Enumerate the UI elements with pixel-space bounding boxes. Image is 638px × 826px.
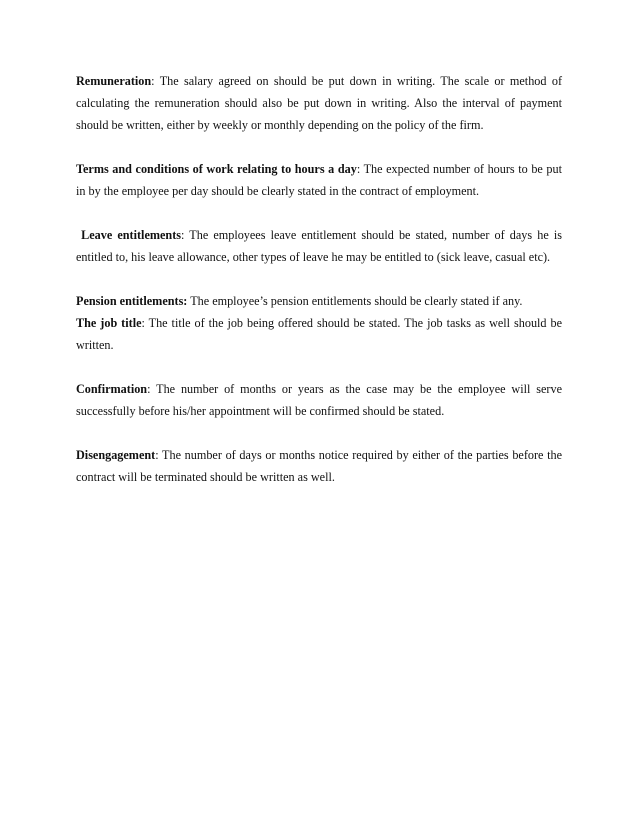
term-confirmation: Confirmation bbox=[76, 382, 148, 396]
paragraph-spacer bbox=[76, 202, 562, 224]
paragraph-spacer bbox=[76, 422, 562, 444]
text-remuneration: : The salary agreed on should be put down in writing. The scale or method of calculating the remuneration should also be put down in writing. Also the interval of payment should be written, either by weekly or monthly depending on the policy of the firm. bbox=[76, 74, 562, 132]
term-remuneration: Remuneration bbox=[76, 74, 152, 88]
paragraph-job-title bbox=[76, 312, 562, 356]
paragraph-spacer bbox=[76, 136, 562, 158]
document-body bbox=[76, 70, 562, 488]
text-disengagement: : The number of days or months notice required by either of the parties before the contract will be terminated should be written as well. bbox=[76, 448, 562, 484]
term-disengagement: Disengagement bbox=[76, 448, 156, 462]
term-terms-and-conditions: Terms and conditions of work relating to hours a day bbox=[76, 162, 357, 176]
text-terms-and-conditions: : The expected number of hours to be put in by the employee per day should be clearly stated in the contract of employment. bbox=[76, 162, 562, 198]
paragraph-leave-entitlements bbox=[76, 224, 562, 268]
text-job-title: : The title of the job being offered should be stated. The job tasks as well should be written. bbox=[76, 316, 563, 352]
text-pension-entitlements: The employee’s pension entitlements should be clearly stated if any. bbox=[187, 294, 523, 308]
paragraph-spacer bbox=[76, 356, 562, 378]
term-pension-entitlements: Pension entitlements: bbox=[76, 294, 188, 308]
paragraph-remuneration bbox=[76, 70, 562, 136]
term-leave-entitlements: Leave entitlements bbox=[76, 228, 181, 242]
paragraph-disengagement bbox=[76, 444, 562, 488]
paragraph-confirmation bbox=[76, 378, 562, 422]
term-job-title: The job title bbox=[76, 316, 142, 330]
text-confirmation: : The number of months or years as the case may be the employee will serve successfully before his/her appointment will be confirmed should be stated. bbox=[76, 382, 562, 418]
paragraph-terms-and-conditions bbox=[76, 158, 562, 202]
paragraph-spacer bbox=[76, 268, 562, 290]
text-leave-entitlements: : The employees leave entitlement should be stated, number of days he is entitled to, his leave allowance, other types of leave he may be entitled to (sick leave, casual etc). bbox=[76, 228, 562, 264]
paragraph-pension-entitlements bbox=[76, 290, 562, 312]
